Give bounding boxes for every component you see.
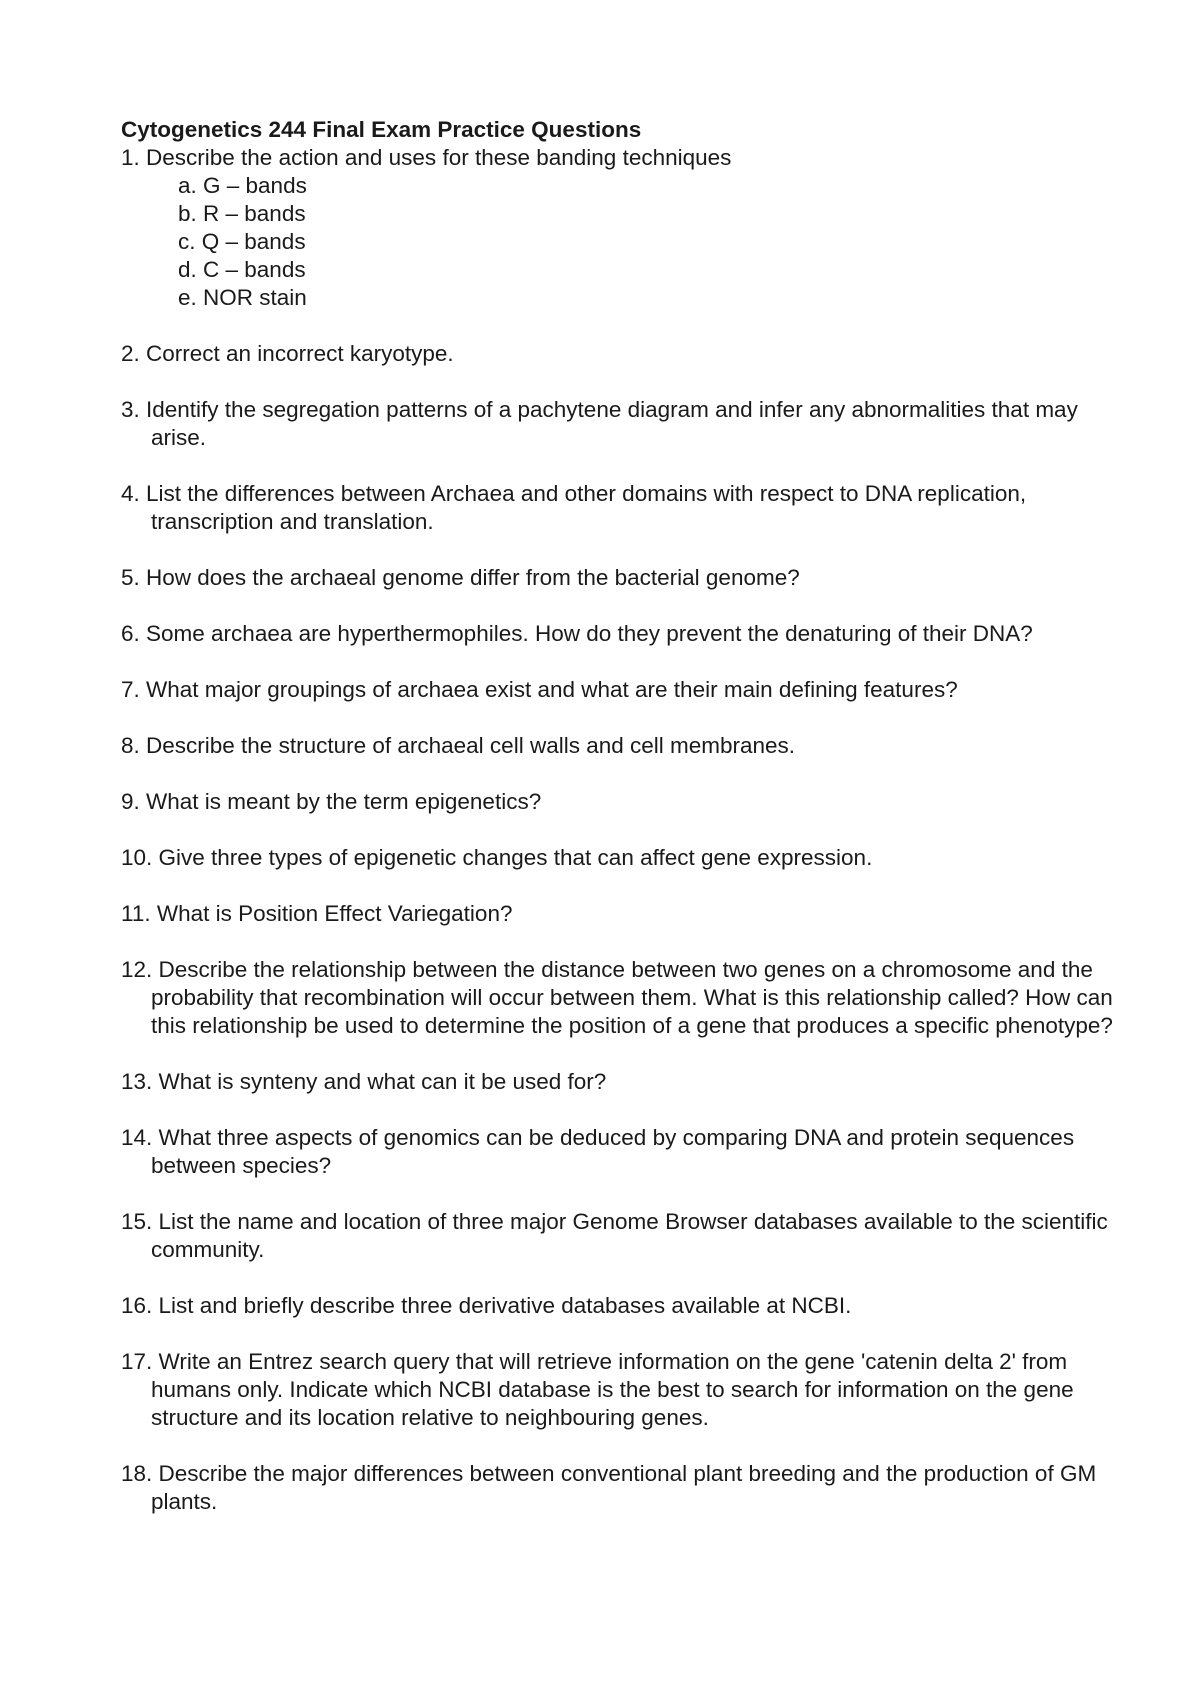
document-content	[121, 116, 1121, 1516]
subitem-r-bands: b. R – bands	[178, 201, 306, 226]
subitem-g-bands: a. G – bands	[178, 173, 307, 198]
question-7: 7. What major groupings of archaea exist and what are their main defining features?	[121, 677, 958, 702]
question-6: 6. Some archaea are hyperthermophiles. How do they prevent the denaturing of their DNA?	[121, 621, 1033, 646]
subitem-nor-stain: e. NOR stain	[178, 285, 307, 310]
question-8: 8. Describe the structure of archaeal cell walls and cell membranes.	[121, 733, 796, 758]
question-1-block	[121, 144, 1121, 312]
question-16: 16. List and briefly describe three derivative databases available at NCBI.	[121, 1293, 852, 1318]
question-18: 18. Describe the major differences between conventional plant breeding and the production of GM plants.	[121, 1461, 1097, 1514]
document-title: Cytogenetics 244 Final Exam Practice Questions	[121, 117, 642, 142]
question-11: 11. What is Position Effect Variegation?	[121, 901, 513, 926]
banding-techniques-list	[121, 172, 1121, 312]
question-5: 5. How does the archaeal genome differ from the bacterial genome?	[121, 565, 800, 590]
question-3: 3. Identify the segregation patterns of a pachytene diagram and infer any abnormalities that may arise.	[121, 397, 1078, 450]
question-12: 12. Describe the relationship between the distance between two genes on a chromosome and the probability that recombination will occur between them. What is this relationship called? How can this relationship be used to determine the position of a gene that produces a specific phenotype?	[121, 957, 1113, 1038]
question-17: 17. Write an Entrez search query that will retrieve information on the gene 'catenin delta 2' from humans only. Indicate which NCBI database is the best to search for information on the gene structure and its location relative to neighbouring genes.	[121, 1349, 1074, 1430]
question-14: 14. What three aspects of genomics can be deduced by comparing DNA and protein sequences between species?	[121, 1125, 1075, 1178]
subitem-c-bands: d. C – bands	[178, 257, 306, 282]
question-13: 13. What is synteny and what can it be used for?	[121, 1069, 607, 1094]
question-2: 2. Correct an incorrect karyotype.	[121, 341, 454, 366]
question-list	[121, 340, 1121, 1516]
question-15: 15. List the name and location of three major Genome Browser databases available to the scientific community.	[121, 1209, 1108, 1262]
subitem-q-bands: c. Q – bands	[178, 229, 306, 254]
question-9: 9. What is meant by the term epigenetics?	[121, 789, 542, 814]
question-1: 1. Describe the action and uses for these banding techniques	[121, 145, 732, 170]
question-4: 4. List the differences between Archaea and other domains with respect to DNA replication, transcription and translation.	[121, 481, 1027, 534]
question-10: 10. Give three types of epigenetic changes that can affect gene expression.	[121, 845, 873, 870]
